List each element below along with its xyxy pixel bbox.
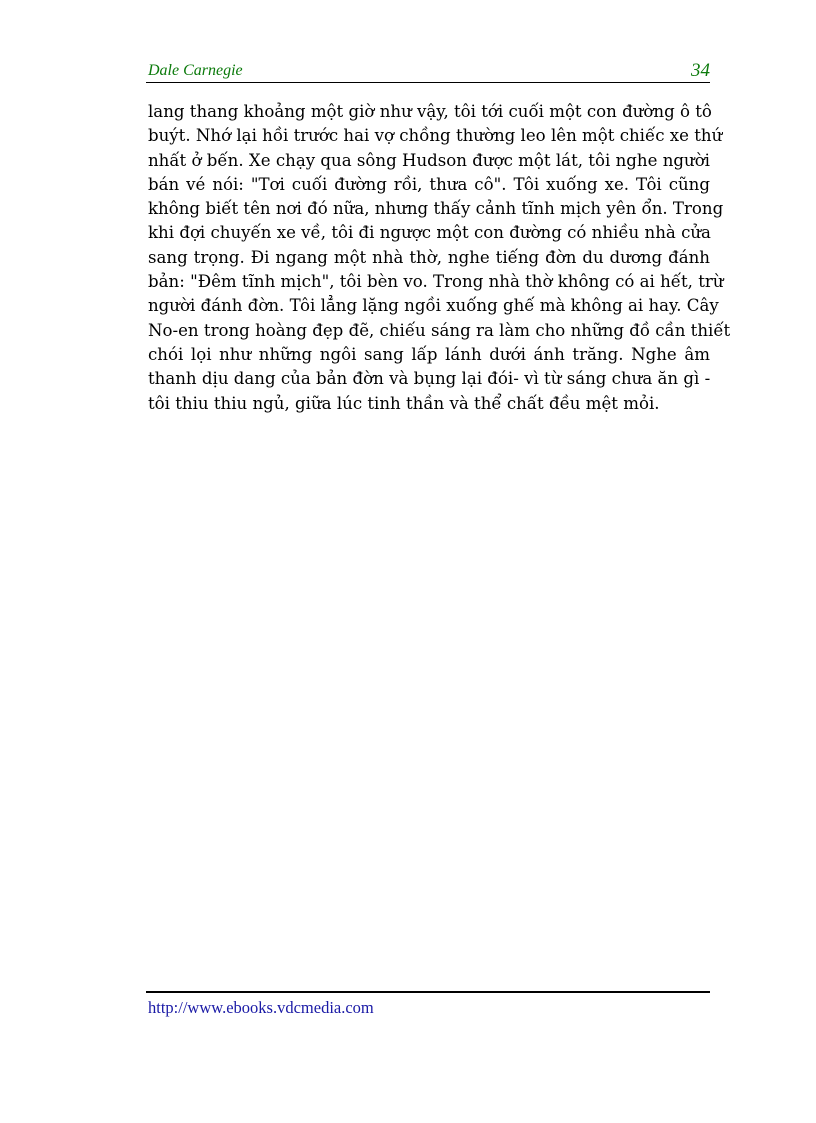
body-line: buýt. Nhớ lại hồi trước hai vợ chồng thường leo lên một chiếc xe thứ xyxy=(148,126,723,146)
body-line: lang thang khoảng một giờ như vậy, tôi tới cuối một con đường ô tô xyxy=(148,102,712,121)
body-line: No-en trong hoàng đẹp đẽ, chiếu sáng ra làm cho những đồ cần thiết xyxy=(148,320,731,340)
running-header xyxy=(146,58,710,83)
body-paragraph xyxy=(148,100,731,416)
body-line: bán vé nói: "Tơi cuối đường rồi, thưa cô". Tôi xuống xe. Tôi cũng xyxy=(148,174,710,194)
body-line: khi đợi chuyến xe về, tôi đi ngược một con đường có nhiều nhà cửa xyxy=(148,223,711,243)
body-line: tôi thiu thiu ngủ, giữa lúc tinh thần và thể chất đều mệt mỏi. xyxy=(148,393,660,413)
footer-website-link[interactable]: http://www.ebooks.vdcmedia.com xyxy=(148,998,374,1017)
body-line: không biết tên nơi đó nữa, nhưng thấy cảnh tĩnh mịch yên ổn. Trong xyxy=(148,199,724,219)
body-line: bản: "Đêm tĩnh mịch", tôi bèn vo. Trong nhà thờ không có ai hết, trừ xyxy=(148,272,724,292)
body-line: chói lọi như những ngôi sang lấp lánh dưới ánh trăng. Nghe âm xyxy=(148,344,710,364)
body-line: nhất ở bến. Xe chạy qua sông Hudson được một lát, tôi nghe người xyxy=(148,150,710,170)
page-number: 34 xyxy=(691,60,710,81)
body-line: thanh dịu dang của bản đờn và bụng lại đói- vì từ sáng chưa ăn gì - xyxy=(148,369,711,389)
header-author: Dale Carnegie xyxy=(148,62,243,79)
body-line: sang trọng. Đi ngang một nhà thờ, nghe tiếng đờn du dương đánh xyxy=(148,247,710,267)
body-line: người đánh đờn. Tôi lẳng lặng ngồi xuống ghế mà không ai hay. Cây xyxy=(148,296,719,316)
footer-divider xyxy=(146,991,710,993)
